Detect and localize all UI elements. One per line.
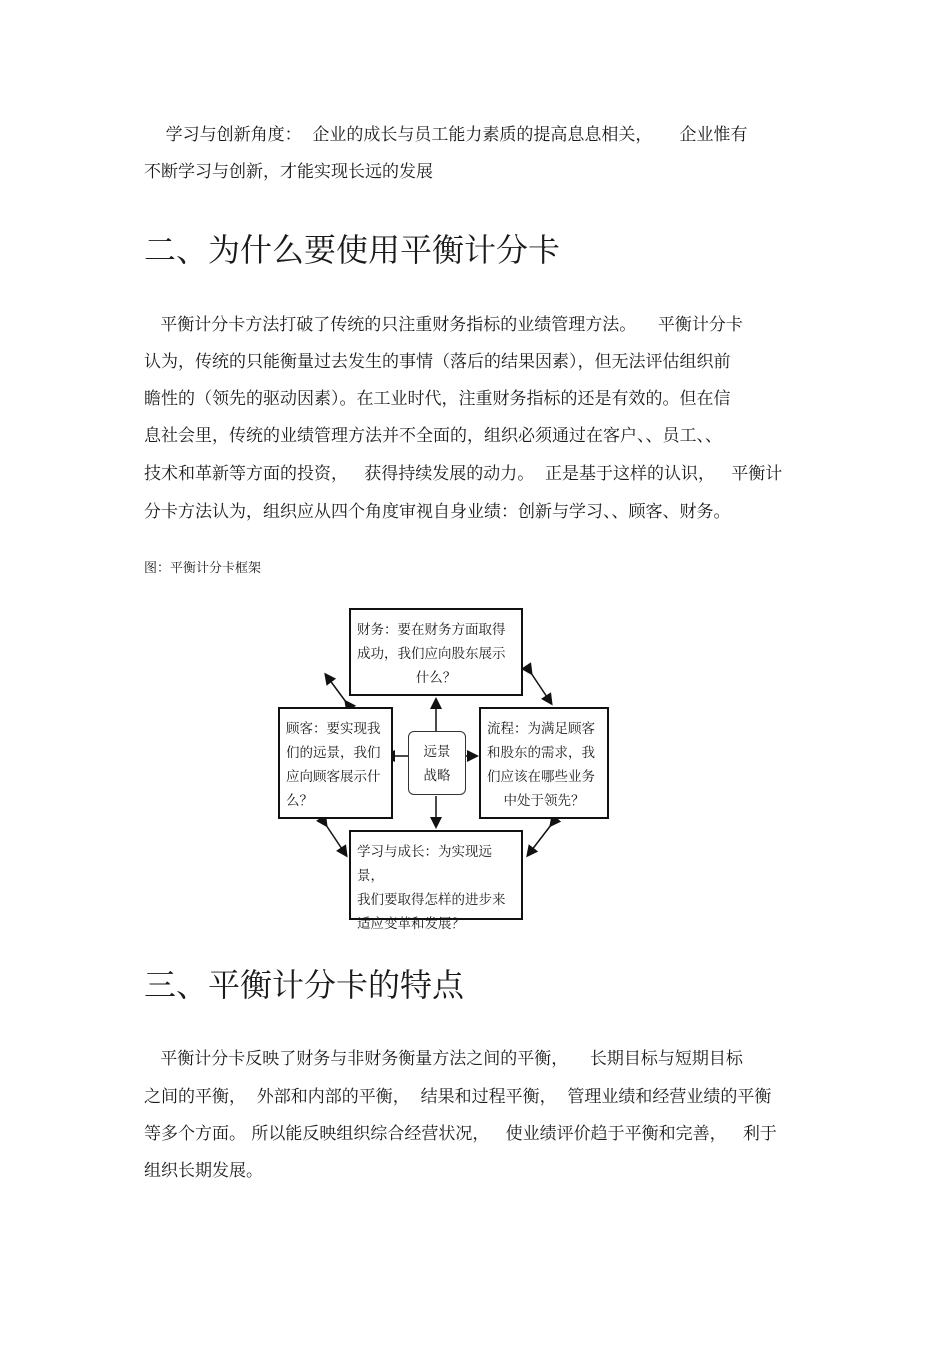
learning-line-3: 适应变革和发展？	[357, 916, 465, 932]
section-2-line-6: 分卡方法认为，组织应从四个角度审视自身业绩：创新与学习、、顾客、财务。	[144, 502, 731, 522]
section-3-line-4: 组织长期发展。	[144, 1161, 263, 1181]
section-2-line-3: 瞻性的（领先的驱动因素）。在工业时代，注重财务指标的还是有效的。但在信	[144, 389, 731, 409]
process-line-2: 和股东的需求，我	[487, 745, 595, 761]
learning-box	[349, 830, 523, 932]
section-3-line-2: 之间的平衡， 外部和内部的平衡， 结果和过程平衡， 管理业绩和经营业绩的平衡	[144, 1087, 772, 1107]
arrow-process-learning	[528, 825, 551, 855]
customer-box	[278, 707, 393, 819]
section-2-line-1: 平衡计分卡方法打破了传统的只注重财务指标的业绩管理方法。 平衡计分卡	[144, 315, 743, 335]
arrow-finance-process	[531, 673, 551, 703]
figure-caption: 图：平衡计分卡框架	[144, 561, 262, 576]
intro-line-1: 学习与创新角度： 企业的成长与员工能力素质的提高息息相关， 企业惟有	[144, 125, 748, 145]
center-line-1: 远景	[423, 744, 451, 760]
intro-line-2: 不断学习与创新，才能实现长远的发展	[144, 162, 433, 182]
section-2-line-4: 息社会里，传统的业绩管理方法并不全面的，组织必须通过在客户、、员工、、	[144, 426, 722, 446]
section-2-line-2: 认为，传统的只能衡量过去发生的事情（落后的结果因素），但无法评估组织前	[144, 352, 731, 372]
customer-line-2: 们的远景，我们	[286, 745, 381, 761]
customer-line-3: 应向顾客展示什	[286, 769, 381, 785]
learning-line-1: 学习与成长：为实现远景，	[357, 844, 492, 884]
center-line-2: 战略	[423, 768, 451, 784]
balanced-scorecard-diagram	[276, 603, 670, 932]
finance-box	[349, 608, 523, 696]
customer-line-1: 顾客：要实现我	[286, 721, 381, 737]
process-line-1: 流程：为满足顾客	[487, 721, 595, 737]
section-2-line-5: 技术和革新等方面的投资， 获得持续发展的动力。 正是基于这样的认识， 平衡计	[144, 464, 783, 484]
customer-line-4: 么？	[286, 793, 313, 809]
section-3-heading: 三、平衡计分卡的特点	[144, 966, 465, 1004]
section-2-heading: 二、为什么要使用平衡计分卡	[144, 231, 561, 269]
learning-line-2: 我们要取得怎样的进步来	[357, 892, 506, 908]
vision-strategy-box	[408, 731, 466, 795]
process-line-3: 们应该在哪些业务	[487, 769, 595, 785]
section-3-line-3: 等多个方面。 所以能反映组织综合经营状况， 使业绩评价趋于平衡和完善， 利于	[144, 1124, 777, 1144]
process-box	[479, 707, 609, 819]
finance-line-3: 什么？	[415, 670, 457, 686]
arrow-customer-finance	[326, 675, 346, 702]
finance-line-1: 财务：要在财务方面取得	[357, 622, 506, 638]
finance-line-2: 成功，我们应向股东展示	[357, 646, 506, 662]
process-line-4: 中处于领先？	[503, 793, 585, 809]
arrow-customer-learning	[326, 825, 346, 855]
section-3-line-1: 平衡计分卡反映了财务与非财务衡量方法之间的平衡， 长期目标与短期目标	[144, 1049, 743, 1069]
